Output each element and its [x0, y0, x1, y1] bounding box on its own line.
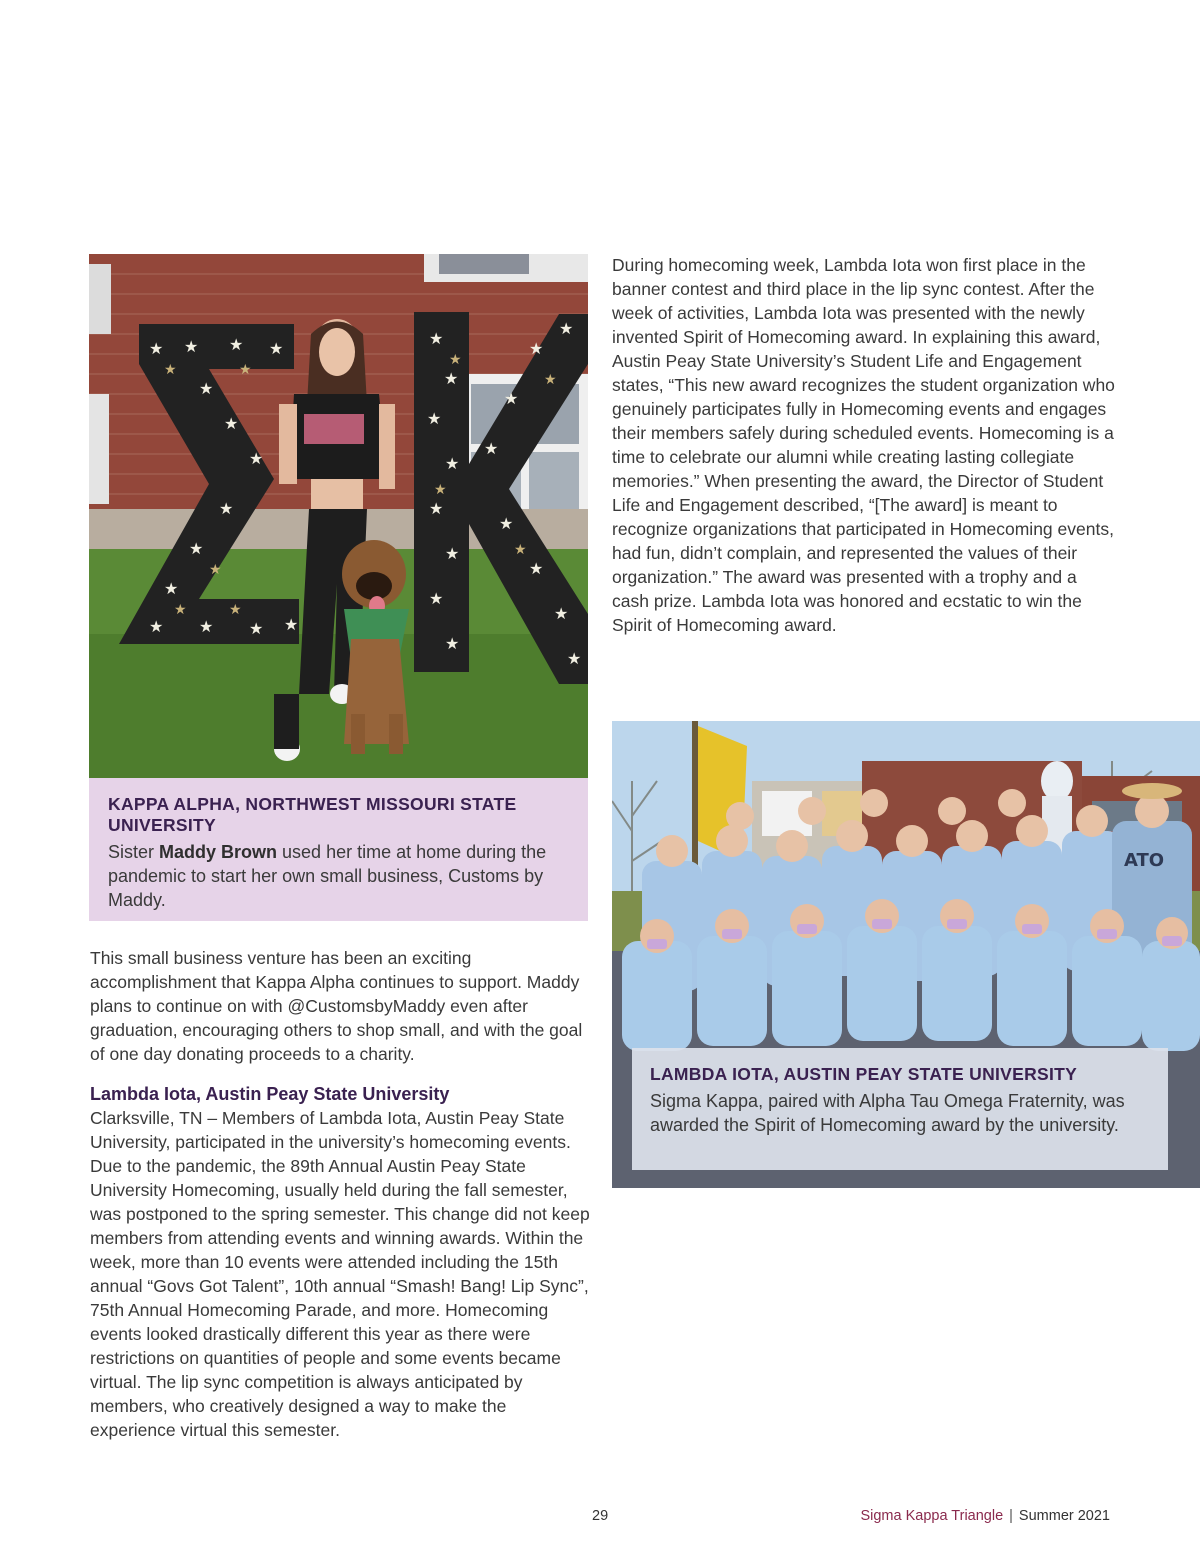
svg-text:★: ★	[269, 339, 284, 358]
svg-text:★: ★	[449, 352, 462, 368]
svg-text:★: ★	[164, 362, 177, 378]
svg-text:★: ★	[504, 389, 519, 408]
svg-text:★: ★	[429, 499, 444, 518]
svg-text:★: ★	[219, 499, 234, 518]
footer-separator: |	[1009, 1508, 1013, 1524]
footer-publication	[860, 1506, 1110, 1526]
svg-text:★: ★	[189, 539, 204, 558]
svg-text:★: ★	[554, 604, 569, 623]
kappa-alpha-caption	[89, 778, 588, 921]
caption1-rest: used her time at home during the pandemic to start her own small business, Customs by Maddy.	[108, 842, 547, 910]
svg-text:★: ★	[229, 602, 242, 618]
svg-text:★: ★	[429, 329, 444, 348]
caption1-heading	[108, 794, 569, 836]
svg-text:★: ★	[445, 454, 460, 473]
svg-text:★: ★	[209, 562, 222, 578]
svg-text:★: ★	[149, 617, 164, 636]
svg-text:★: ★	[174, 602, 187, 618]
svg-text:★: ★	[567, 649, 582, 668]
section-body: Clarksville, TN – Members of Lambda Iota, Austin Peay State University, participated in the university’s homecoming events. Due to the pandemic, the 89th Annual Austin Peay State University Homecoming, usually held during the fall semester, was postponed to the spring semester. This change did not keep members from attending events and winning awards. Within the week, more than 10 events were attended including the 15th annual “Govs Got Talent”, 10th annual “Smash! Bang! Lip Sync”, 75th Annual Homecoming Parade, and more. Homecoming events looked drastically different this year as there were restrictions on quantities of people and some events became virtual. The lip sync competition is always anticipated by members, who creatively designed a way to make the experience virtual this semester.	[90, 1108, 590, 1440]
svg-text:★: ★	[184, 337, 199, 356]
footer-issue: Summer 2021	[1018, 1508, 1110, 1524]
svg-text:★: ★	[284, 615, 299, 634]
footer-brand: Sigma Kappa Triangle	[860, 1508, 1004, 1524]
caption1-prefix: Sister	[108, 842, 160, 862]
svg-text:★: ★	[444, 369, 459, 388]
lambda-iota-section	[90, 1082, 590, 1442]
caption1-name: Maddy Brown	[159, 842, 278, 862]
page-number: 29	[592, 1508, 609, 1524]
svg-text:★: ★	[239, 362, 252, 378]
svg-text:★: ★	[199, 379, 214, 398]
caption1-heading-line2: UNIVERSITY	[108, 815, 217, 835]
caption1-heading-line1: KAPPA ALPHA, NORTHWEST MISSOURI STATE	[108, 794, 517, 814]
caption1-body	[108, 840, 569, 912]
svg-text:★: ★	[559, 319, 574, 338]
svg-text:★: ★	[249, 449, 264, 468]
caption2-heading: LAMBDA IOTA, AUSTIN PEAY STATE UNIVERSITY	[650, 1064, 1078, 1084]
svg-text:★: ★	[529, 559, 544, 578]
kappa-alpha-photo	[89, 254, 588, 778]
svg-text:★: ★	[427, 409, 442, 428]
svg-text:★: ★	[514, 542, 527, 558]
svg-text:★: ★	[499, 514, 514, 533]
svg-text:★: ★	[429, 589, 444, 608]
svg-text:★: ★	[149, 339, 164, 358]
left-paragraph-business: This small business venture has been an exciting accomplishment that Kappa Alpha continues to support. Maddy plans to continue on with @CustomsbyMaddy even after graduation, encouraging others to shop small, and with the goal of one day donating proceeds to a charity.	[90, 948, 583, 1064]
svg-text:★: ★	[529, 339, 544, 358]
svg-text:★: ★	[484, 439, 499, 458]
ato-jersey-text: ATO	[1124, 850, 1165, 871]
svg-text:★: ★	[224, 414, 239, 433]
svg-text:★: ★	[544, 372, 557, 388]
caption2-body: Sigma Kappa, paired with Alpha Tau Omega Fraternity, was awarded the Spirit of Homecoming award by the university.	[650, 1091, 1125, 1135]
svg-text:★: ★	[164, 579, 179, 598]
svg-text:★: ★	[445, 634, 460, 653]
svg-text:★: ★	[445, 544, 460, 563]
svg-text:★: ★	[249, 619, 264, 638]
right-paragraph-award: During homecoming week, Lambda Iota won first place in the banner contest and third place in the lip sync contest. After the week of activities, Lambda Iota was presented with the newly invented Spirit of Homecoming award. In explaining this award, Austin Peay State University’s Student Life and Engagement states, “This new award recognizes the student organization who genuinely participates fully in Homecoming events and engages their members safely during scheduled events. Homecoming is a time to celebrate our alumni while creating lasting collegiate memories.” When presenting the award, the Director of Student Life and Engagement described, “[The award] is meant to recognize organizations that participated in Homecoming events, had fun, didn’t complain, and represented the values of their organization.” The award was presented with a trophy and a cash prize. Lambda Iota was honored and ecstatic to win the Spirit of Homecoming award.	[612, 255, 1115, 635]
svg-text:★: ★	[229, 335, 244, 354]
svg-text:★: ★	[199, 617, 214, 636]
section-heading: Lambda Iota, Austin Peay State University	[90, 1084, 450, 1104]
svg-text:★: ★	[434, 482, 447, 498]
sister-with-dog-image	[89, 254, 588, 778]
lambda-iota-caption	[632, 1048, 1168, 1170]
